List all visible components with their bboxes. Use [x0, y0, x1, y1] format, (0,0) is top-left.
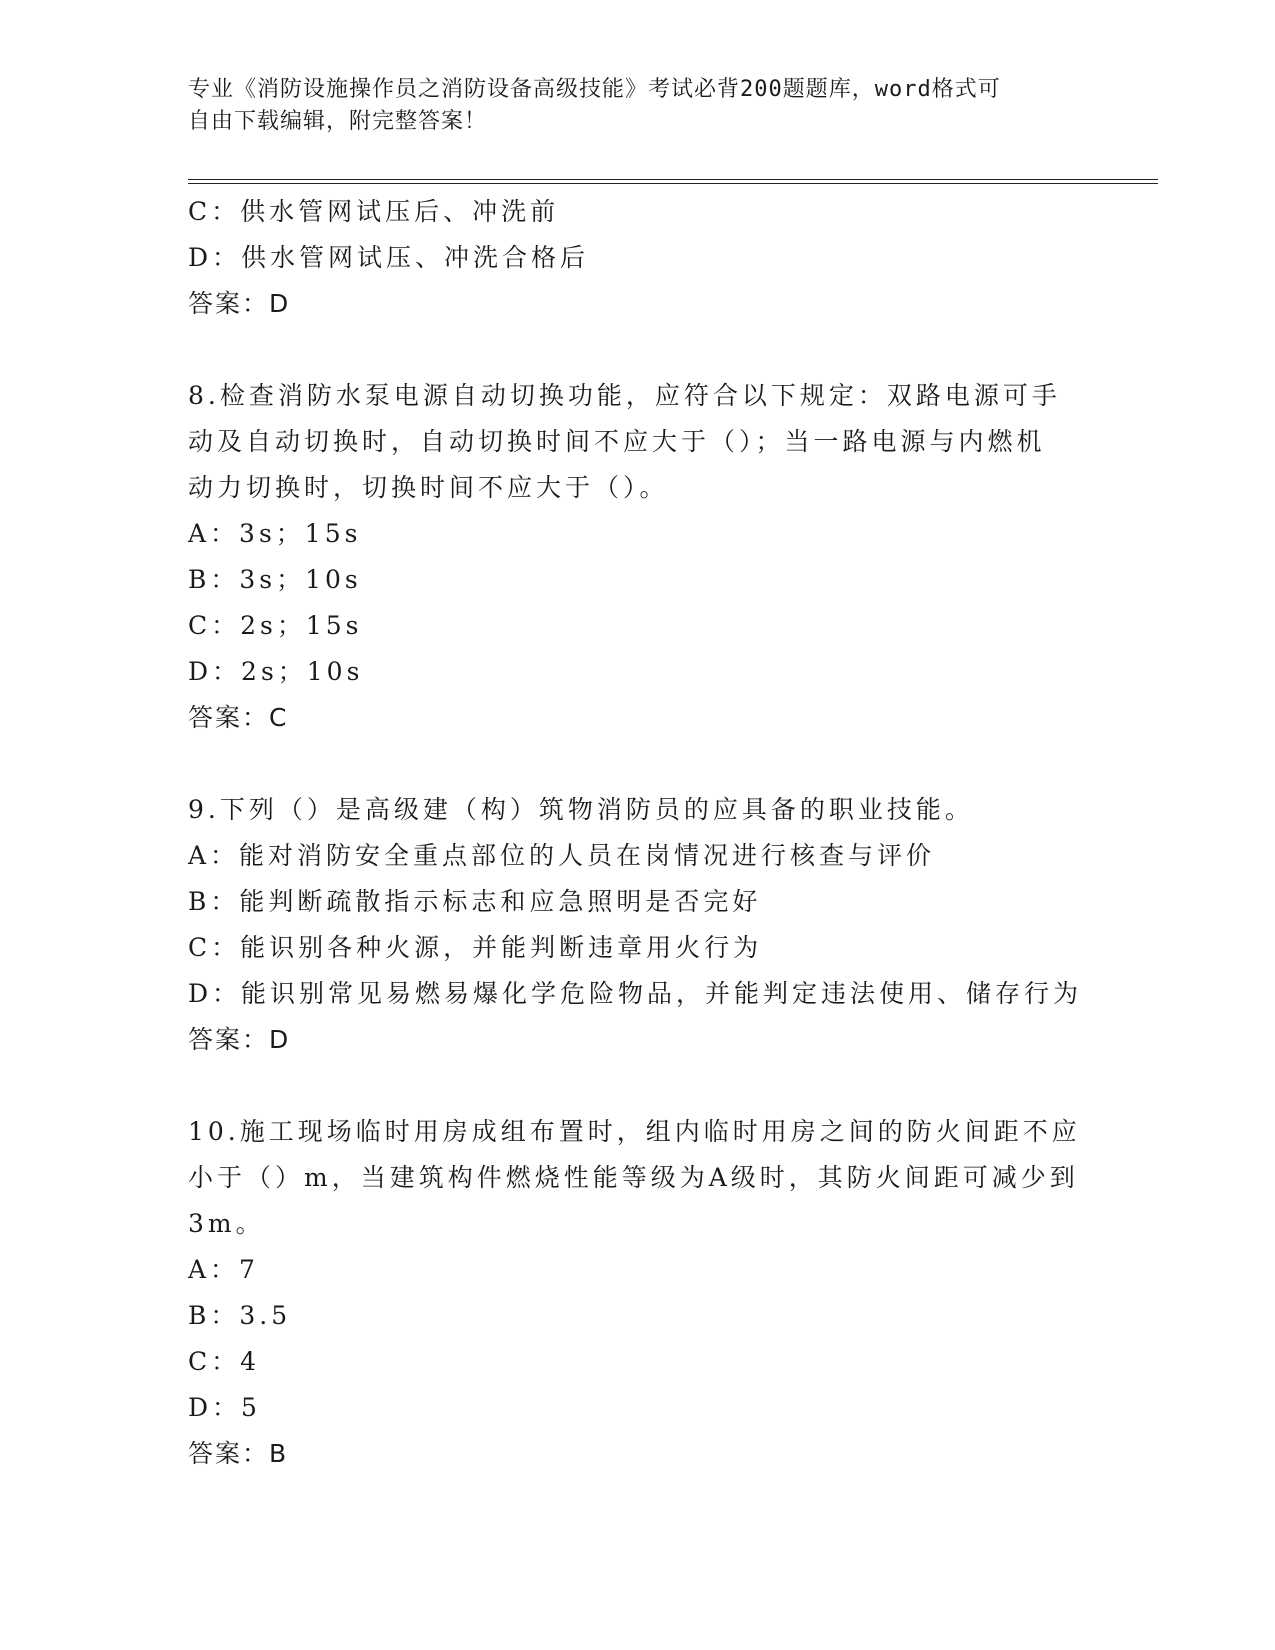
question-7-tail: [188, 189, 1088, 327]
option-c: C：供水管网试压后、冲洗前: [188, 197, 560, 226]
question-stem-line: 9.下列（）是高级建（构）筑物消防员的应具备的职业技能。: [188, 795, 974, 824]
option-d: D：2s；10s: [188, 657, 364, 686]
option-d: D：5: [188, 1393, 261, 1422]
option-b: B：3.5: [188, 1301, 292, 1330]
spacer: [188, 1063, 1088, 1109]
question-stem-line: 动及自动切换时，自动切换时间不应大于（）；当一路电源与内燃机: [188, 427, 1046, 456]
option-a: A：能对消防安全重点部位的人员在岗情况进行核查与评价: [188, 841, 936, 870]
question-8: [188, 373, 1088, 741]
header-divider-top: [188, 179, 1158, 180]
answer-line: 答案：B: [188, 1439, 289, 1468]
option-c: C：能识别各种火源，并能判断违章用火行为: [188, 933, 763, 962]
answer-line: 答案：D: [188, 289, 291, 318]
option-c: C：4: [188, 1347, 261, 1376]
question-stem-line: 3m。: [188, 1209, 265, 1238]
question-10: [188, 1109, 1088, 1477]
option-a: A：7: [188, 1255, 259, 1284]
option-d: D：能识别常见易燃易爆化学危险物品，并能判定违法使用、储存行为: [188, 979, 1083, 1008]
header-divider-bottom: [188, 183, 1158, 184]
header-line-2: 自由下载编辑，附完整答案！: [188, 109, 488, 134]
option-d: D：供水管网试压、冲洗合格后: [188, 243, 590, 272]
option-c: C：2s；15s: [188, 611, 363, 640]
question-stem-line: 小于（）m，当建筑构件燃烧性能等级为A级时，其防火间距可减少到: [188, 1163, 1079, 1192]
question-stem-line: 10.施工现场临时用房成组布置时，组内临时用房之间的防火间距不应: [188, 1117, 1081, 1146]
answer-line: 答案：D: [188, 1025, 291, 1054]
spacer: [188, 327, 1088, 373]
option-b: B：3s；10s: [188, 565, 362, 594]
spacer: [188, 741, 1088, 787]
option-a: A：3s；15s: [188, 519, 362, 548]
option-b: B：能判断疏散指示标志和应急照明是否完好: [188, 887, 762, 916]
question-stem-line: 8.检查消防水泵电源自动切换功能，应符合以下规定：双路电源可手: [188, 381, 1061, 410]
header-line-1: 专业《消防设施操作员之消防设备高级技能》考试必背200题题库，word格式可: [188, 77, 1001, 102]
question-list: [188, 189, 1088, 1477]
question-9: [188, 787, 1088, 1063]
document-header: [188, 74, 1088, 138]
answer-line: 答案：C: [188, 703, 289, 732]
question-stem-line: 动力切换时，切换时间不应大于（）。: [188, 473, 669, 502]
